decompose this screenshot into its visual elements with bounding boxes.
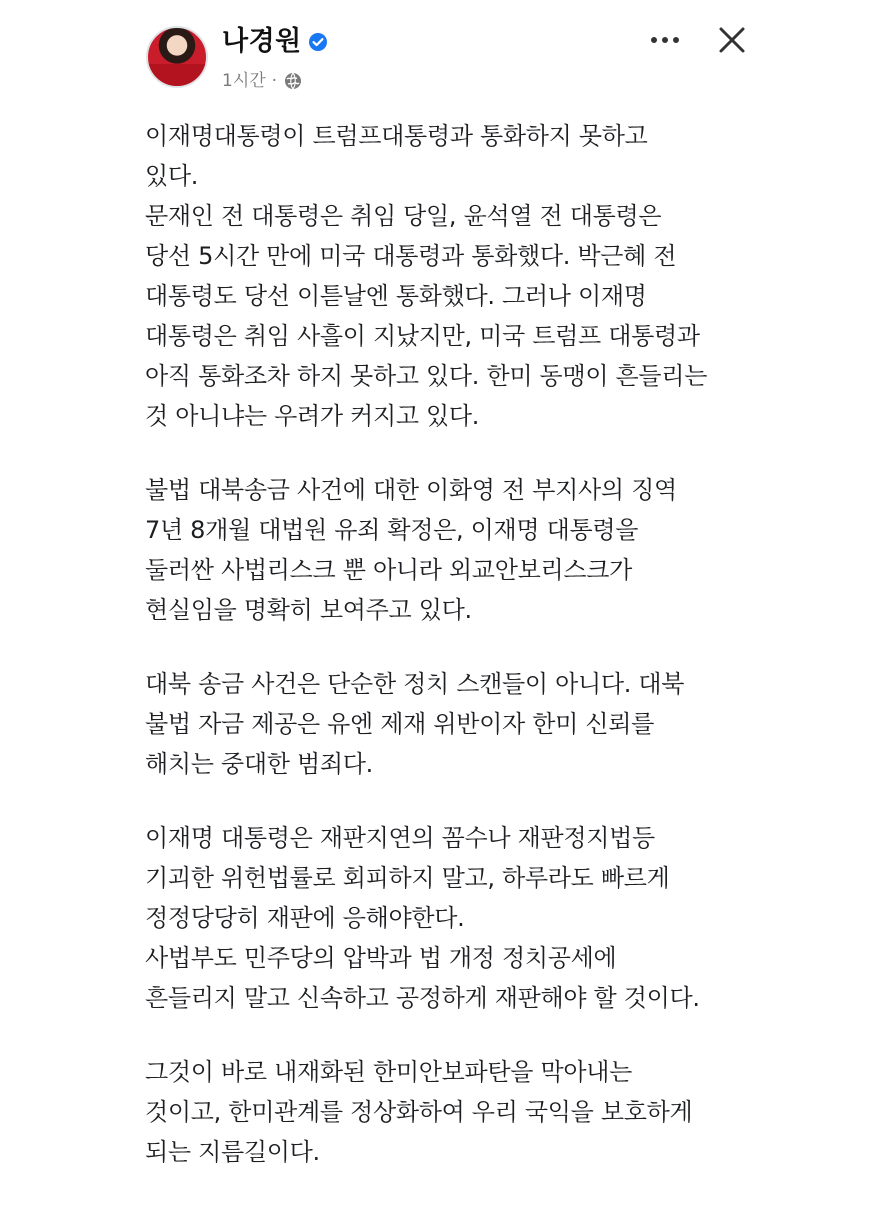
post-paragraph [145, 116, 765, 436]
text-line: 7년 8개월 대법원 유죄 확정은, 이재명 대통령을 [145, 516, 639, 544]
post-paragraph [145, 470, 765, 630]
text-line: 것이고, 한미관계를 정상화하여 우리 국익을 보호하게 [145, 1098, 693, 1126]
globe-icon[interactable] [283, 71, 303, 91]
text-line: 사법부도 민주당의 압박과 법 개정 정치공세에 [145, 944, 617, 972]
text-line: 불법 자금 제공은 유엔 제재 위반이자 한미 신뢰를 [145, 710, 654, 738]
text-line: 불법 대북송금 사건에 대한 이화영 전 부지사의 징역 [145, 476, 677, 504]
text-line: 되는 지름길이다. [145, 1138, 320, 1166]
post-time[interactable]: 1시간 [222, 71, 266, 91]
post-text [145, 116, 765, 1206]
author-avatar[interactable] [146, 26, 208, 88]
more-dot [662, 37, 668, 43]
text-line: 현실임을 명확히 보여주고 있다. [145, 596, 472, 624]
text-line: 있다. [145, 162, 199, 190]
author-row [222, 25, 328, 59]
text-line: 문재인 전 대통령은 취임 당일, 윤석열 전 대통령은 [145, 202, 662, 230]
meta-separator: · [271, 71, 278, 91]
post-paragraph [145, 664, 765, 784]
text-line: 것 아니냐는 우려가 커지고 있다. [145, 402, 480, 430]
text-line: 아직 통화조차 하지 못하고 있다. 한미 동맹이 흔들리는 [145, 362, 708, 390]
text-line: 정정당당히 재판에 응해야한다. [145, 904, 465, 932]
post-paragraph [145, 818, 765, 1018]
text-line: 대통령도 당선 이튿날엔 통화했다. 그러나 이재명 [145, 282, 647, 310]
text-line: 흔들리지 말고 신속하고 공정하게 재판해야 할 것이다. [145, 984, 700, 1012]
text-line: 대통령은 취임 사흘이 지났지만, 미국 트럼프 대통령과 [145, 322, 700, 350]
more-dot [673, 37, 679, 43]
close-icon[interactable] [714, 22, 750, 58]
text-line: 해치는 중대한 범죄다. [145, 750, 373, 778]
text-line: 그것이 바로 내재화된 한미안보파탄을 막아내는 [145, 1058, 632, 1086]
post-meta [222, 70, 303, 92]
text-line: 이재명대통령이 트럼프대통령과 통화하지 못하고 [145, 122, 648, 150]
post-paragraph [145, 1052, 765, 1172]
author-name[interactable]: 나경원 [222, 26, 302, 57]
more-dot [651, 37, 657, 43]
verified-badge-icon [308, 32, 328, 52]
text-line: 둘러싼 사법리스크 뿐 아니라 외교안보리스크가 [145, 556, 632, 584]
post-header [0, 0, 889, 110]
more-options-icon[interactable] [643, 26, 687, 54]
text-line: 기괴한 위헌법률로 회피하지 말고, 하루라도 빠르게 [145, 864, 670, 892]
text-line: 당선 5시간 만에 미국 대통령과 통화했다. 박근혜 전 [145, 242, 677, 270]
text-line: 대북 송금 사건은 단순한 정치 스캔들이 아니다. 대북 [145, 670, 685, 698]
text-line: 이재명 대통령은 재판지연의 꼼수나 재판정지법등 [145, 824, 655, 852]
